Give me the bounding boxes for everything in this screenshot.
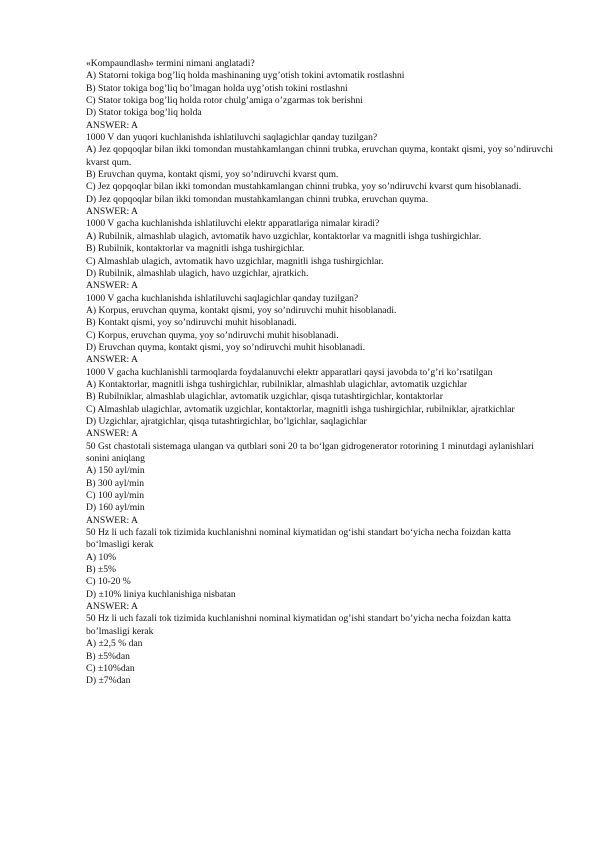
question-3: 1000 V gacha kuchlanishda ishlatiluvchi elektr apparatlariga nimalar kiradi? — [86, 218, 380, 230]
question-4: 1000 V gacha kuchlanishda ishlatiluvchi saqlagichlar qanday tuzilgan? — [86, 292, 359, 304]
option-b: B) Eruvchan quyma, kontakt qismi, yoy so’ndiruvchi kvarst qum. — [86, 169, 339, 181]
answer: ANSWER: A — [86, 280, 138, 292]
option-a: A) Kontaktorlar, magnitli ishga tushirgichlar, rubilniklar, almashlab ulagichlar, avtomatik uzgichlar — [86, 378, 468, 390]
question-1: «Kompaundlash» termini nimani anglatadi? — [86, 58, 255, 69]
option-c: C) ±10%dan — [86, 662, 135, 674]
option-b: B) Stator tokiga bog’liq bo’lmagan holda uyg’otish tokini rostlashni — [86, 82, 348, 94]
answer: ANSWER: A — [86, 354, 138, 366]
option-c: C) 10-20 % — [86, 576, 131, 588]
option-a: A) 150 ayl/min — [86, 465, 145, 477]
option-d: D) ±7%dan — [86, 675, 131, 687]
option-a: A) 10% — [86, 551, 117, 563]
answer: ANSWER: A — [86, 514, 138, 526]
question-5: 1000 V gacha kuchlanishli tarmoqlarda foydalanuvchi elektr apparatlari qaysi javobda to’g’ri ko’rsatilgan — [86, 366, 493, 378]
option-d: D) Uzgichlar, ajratgichlar, qisqa tutashtirgichlar, bo’lgichlar, saqlagichlar — [86, 415, 367, 427]
question-8: 50 Hz li uch fazali tok tizimida kuchlanishni nominal kiymatidan og’ishi standart bo’yicha necha foizdan katta bo’lmasligi kerak — [86, 613, 511, 637]
answer: ANSWER: A — [86, 601, 138, 613]
question-6: 50 Gst chastotali sistemaga ulangan va qutblari soni 20 ta bo‘lgan gidrogenerator rotorining 1 minutdagi aylanishlari sonini aniqlang — [86, 440, 534, 464]
option-a: A) Korpus, eruvchan quyma, kontakt qismi, yoy so’ndiruvchi muhit hisoblanadi. — [86, 304, 397, 316]
option-b: B) 300 ayl/min — [86, 477, 145, 489]
option-c: C) Almashlab ulagich, avtomatik havo uzgichlar, magnitli ishga tushirgichlar. — [86, 255, 384, 267]
option-b: B) Rubilniklar, almashlab ulagichlar, avtomatik uzgichlar, qisqa tutashtirgichlar, kontaktorlar — [86, 391, 443, 403]
option-c: C) 100 ayl/min — [86, 490, 145, 502]
answer: ANSWER: A — [86, 428, 138, 440]
option-a: A) Jez qopqoqlar bilan ikki tomondan mustahkamlangan chinni trubka, eruvchan quyma, kontakt qismi, yoy so’ndiruvchi kvarst qum. — [86, 144, 554, 168]
option-a: A) Rubilnik, almashlab ulagich, avtomatik havo uzgichlar, kontaktorlar va magnitli ishga tushirgichlar. — [86, 230, 482, 242]
option-a: A) ±2,5 % dan — [86, 638, 143, 650]
option-d: D) 160 ayl/min — [86, 502, 145, 514]
option-c: C) Jez qopqoqlar bilan ikki tomondan mustahkamlangan chinni trubka, yoy so’ndiruvchi kvarst qum hisoblanadi. — [86, 181, 522, 193]
option-d: D) Eruvchan quyma, kontakt qismi, yoy so’ndiruvchi muhit hisoblanadi. — [86, 341, 365, 353]
option-a: A) Statorni tokiga bog’liq holda mashinaning uyg’otish tokini avtomatik rostlashni — [86, 70, 405, 82]
option-b: B) ±5% — [86, 564, 117, 576]
answer: ANSWER: A — [86, 119, 138, 131]
option-b: B) Rubilnik, kontaktorlar va magnitli ishga tushirgichlar. — [86, 243, 305, 255]
option-d: D) Stator tokiga bog’liq holda — [86, 107, 202, 119]
option-d: D) ±10% liniya kuchlanishiga nisbatan — [86, 588, 236, 600]
option-c: C) Stator tokiga bog’liq holda rotor chulg’amiga o’zgarmas tok berishni — [86, 95, 363, 107]
option-b: B) Kontakt qismi, yoy so’ndiruvchi muhit hisoblanadi. — [86, 317, 297, 329]
option-c: C) Korpus, eruvchan quyma, yoy so’ndiruvchi muhit hisoblanadi. — [86, 329, 339, 341]
option-c: C) Almashlab ulagichlar, avtomatik uzgichlar, kontaktorlar, magnitli ishga tushirgichlar, rubilniklar, ajratkichlar — [86, 403, 515, 415]
option-b: B) ±5%dan — [86, 650, 130, 662]
option-d: D) Jez qopqoqlar bilan ikki tomondan mustahkamlangan chinni trubka, eruvchan quyma. — [86, 193, 429, 205]
question-7: 50 Hz li uch fazali tok tizimida kuchlanishni nominal kiymatidan og‘ishi standart bo‘yicha necha foizdan katta bo‘lmasligi kerak — [86, 527, 511, 551]
document-body — [86, 58, 554, 688]
answer: ANSWER: A — [86, 206, 138, 218]
option-d: D) Rubilnik, almashlab ulagich, havo uzgichlar, ajratkich. — [86, 267, 309, 279]
question-2: 1000 V dan yuqori kuchlanishda ishlatiluvchi saqlagichlar qanday tuzilgan? — [86, 132, 378, 144]
